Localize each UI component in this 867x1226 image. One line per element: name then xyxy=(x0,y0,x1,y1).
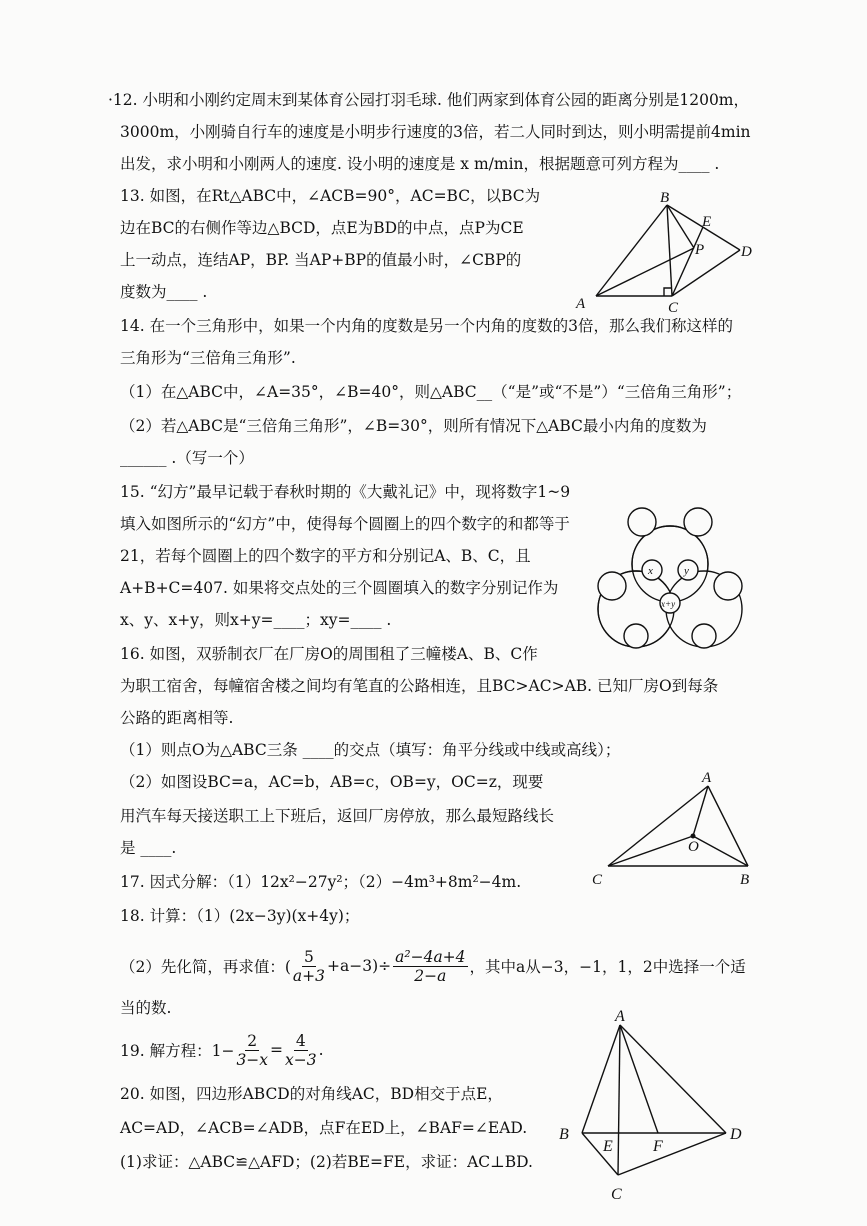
q13-label-d: D xyxy=(741,244,752,260)
q20-line2: AC=AD，∠ACB=∠ADB，点F在ED上，∠BAF=∠EAD. xyxy=(120,1119,528,1137)
q18-frac2-num: a²−4a+4 xyxy=(395,947,466,966)
q14-line2: 三角形为“三倍角三角形”. xyxy=(120,349,296,367)
q13-figure xyxy=(570,190,770,315)
q19-period: . xyxy=(318,1041,324,1059)
q12-line1: ·12. 小明和小刚约定周末到某体育公园打羽毛球. 他们两家到体育公园的距离分别是1200m， xyxy=(108,91,750,109)
q18-line3: 当的数. xyxy=(120,999,172,1017)
q15-line2: 填入如图所示的“幻方”中，使得每个圆圈上的四个数字的和都等于 xyxy=(120,515,570,533)
q16-figure xyxy=(590,766,765,891)
q18-frac1-num: 5 xyxy=(304,947,314,966)
q16-line3: 公路的距离相等. xyxy=(120,709,234,727)
q16-line4: （1）则点O为△ABC三条 ____的交点（填写：角平分线或中线或高线）； xyxy=(120,741,621,759)
q13-line1: 13. 如图，在Rt△ABC中，∠ACB=90°，AC=BC，以BC为 xyxy=(120,187,541,205)
q16-label-c: C xyxy=(592,872,603,888)
q15-line5: x、y、x+y，则x+y=____；xy=____ . xyxy=(120,611,392,629)
q18-line2 xyxy=(120,946,746,986)
q20-label-c: C xyxy=(611,1186,622,1203)
q18-middle: +a−3)÷ xyxy=(327,957,392,975)
q16-line2: 为职工宿舍，每幢宿舍楼之间均有笔直的公路相连，且BC>AC>AB. 已知厂房O到每条 xyxy=(120,677,719,695)
q13-label-p: P xyxy=(695,242,705,258)
q15-line1: 15. “幻方”最早记载于春秋时期的《大戴礼记》中，现将数字1~9 xyxy=(120,483,571,501)
q18-suffix: ，其中a从−3，−1，1，2中选择一个适 xyxy=(469,958,746,976)
q20-figure xyxy=(555,1005,775,1215)
q20-label-b: B xyxy=(559,1126,569,1143)
q19-frac2-num: 4 xyxy=(295,1031,306,1050)
q15-line4: A+B+C=407. 如果将交点处的三个圆圈填入的数字分别记作为 xyxy=(120,579,559,597)
q12-line2: 3000m，小刚骑自行车的速度是小明步行速度的3倍，若二人同时到达，则小明需提前4min xyxy=(120,123,751,141)
q20-label-a: A xyxy=(615,1008,625,1025)
q18-line1: 18. 计算：（1）(2x−3y)(x+4y)； xyxy=(120,907,360,925)
q12-line3: 出发，求小明和小刚两人的速度. 设小明的速度是 x m/min，根据题意可列方程为____ . xyxy=(120,155,720,173)
q18-fraction-2 xyxy=(393,948,467,985)
q13-label-c: C xyxy=(668,300,679,316)
q16-label-a: A xyxy=(702,770,712,786)
q18-fraction-1 xyxy=(293,948,325,985)
q19-line1 xyxy=(120,1030,324,1070)
q13-line4: 度数为____ . xyxy=(120,283,208,301)
q20-line1: 20. 如图，四边形ABCD的对角线AC，BD相交于点E， xyxy=(120,1085,503,1103)
q19-fraction-1 xyxy=(236,1032,268,1069)
q13-line3: 上一动点，连结AP，BP. 当AP+BP的值最小时，∠CBP的 xyxy=(120,251,522,269)
q14-line4: （2）若△ABC是“三倍角三角形”，∠B=30°，则所有情况下△ABC最小内角的度数为 xyxy=(120,417,707,435)
q16-line5: （2）如图设BC=a，AC=b，AB=c，OB=y，OC=z，现要 xyxy=(120,773,544,791)
q19-frac1-num: 2 xyxy=(247,1031,258,1050)
q18-prefix: （2）先化简，再求值：( xyxy=(120,958,291,976)
q18-frac2-den: 2−a xyxy=(414,966,447,985)
q19-fraction-2 xyxy=(285,1032,317,1069)
q17-line1: 17. 因式分解：（1）12x²−27y²；（2）−4m³+8m²−4m. xyxy=(120,873,522,891)
q13-label-a: A xyxy=(576,296,586,312)
q13-label-e: E xyxy=(702,214,712,230)
q15-label-y: y xyxy=(684,565,689,577)
q15-label-x: x xyxy=(648,565,653,577)
q18-frac1-den: a+3 xyxy=(292,966,326,985)
q19-equals: = xyxy=(270,1041,284,1059)
q16-label-o: O xyxy=(688,839,699,855)
q20-label-d: D xyxy=(730,1126,742,1143)
q13-label-b: B xyxy=(660,190,670,206)
q16-label-b: B xyxy=(740,872,750,888)
q16-line7: 是 ____. xyxy=(120,839,177,857)
q19-prefix: 19. 解方程：1− xyxy=(120,1042,235,1060)
q15-line3: 21，若每个圆圈上的四个数字的平方和分别记A、B、C，且 xyxy=(120,547,531,565)
q13-line2: 边在BC的右侧作等边△BCD，点E为BD的中点，点P为CE xyxy=(120,219,524,237)
q15-magic-circles-figure xyxy=(590,498,765,653)
q15-label-xy: x+y xyxy=(661,599,676,609)
q14-line5: ______ .（写一个） xyxy=(120,449,254,467)
q20-label-e: E xyxy=(603,1138,613,1155)
q20-label-f: F xyxy=(653,1138,663,1155)
q16-line1: 16. 如图，双骄制衣厂在厂房O的周围租了三幢楼A、B、C作 xyxy=(120,645,538,663)
q20-line3: (1)求证：△ABC≌△AFD；(2)若BE=FE，求证：AC⊥BD. xyxy=(120,1153,533,1171)
q14-line3: （1）在△ABC中，∠A=35°，∠B=40°，则△ABC__（“是”或“不是”）“三倍角三角形”； xyxy=(120,383,742,401)
q14-line1: 14. 在一个三角形中，如果一个内角的度数是另一个内角的度数的3倍，那么我们称这样的 xyxy=(120,317,733,335)
q16-line6: 用汽车每天接送职工上下班后，返回厂房停放，那么最短路线长 xyxy=(120,807,555,825)
q19-frac2-den: x−3 xyxy=(285,1050,317,1069)
q19-frac1-den: 3−x xyxy=(236,1050,269,1069)
